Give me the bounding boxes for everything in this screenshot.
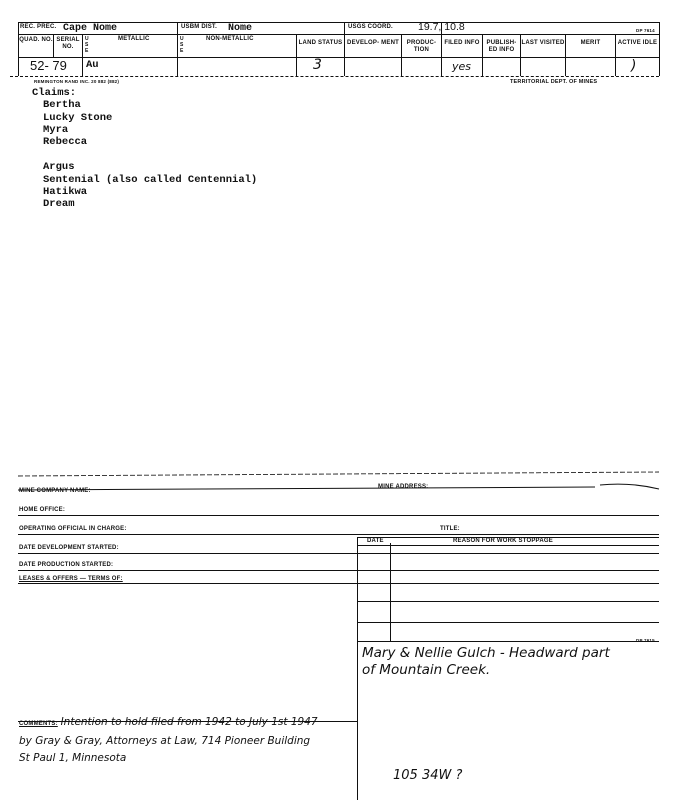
col-use-metallic: U S E (85, 36, 89, 54)
claims-block (32, 87, 257, 211)
dev-started-rule (18, 553, 659, 554)
stoppage-row-rule (357, 545, 659, 546)
col-use-nonmetallic: U S E (180, 36, 184, 54)
home-office-rule (18, 515, 659, 516)
leases-label: LEASES & OFFERS — TERMS OF: (19, 576, 123, 582)
claim-item: Dream (43, 198, 75, 211)
date-prod-started-label: DATE PRODUCTION STARTED: (19, 562, 114, 568)
date-dev-started-label: DATE DEVELOPMENT STARTED: (19, 545, 119, 551)
col-nonmetallic: NON-METALLIC (206, 36, 254, 42)
header-rule-2 (18, 34, 659, 35)
land-status-value: 3 (313, 57, 322, 73)
col-published-info: PUBLISH- ED INFO (486, 40, 517, 53)
col-active-idle: ACTIVE IDLE (617, 40, 658, 46)
claim-item: Hatikwa (43, 186, 88, 199)
stoppage-row-rule (357, 622, 659, 623)
lower-top-rules (0, 468, 678, 498)
location-note-line: of Mountain Creek. (362, 662, 491, 678)
grid-line (18, 22, 19, 76)
active-idle-value: ) (631, 58, 637, 74)
operating-official-label: OPERATING OFFICIAL IN CHARGE: (19, 526, 127, 532)
reason-col-label: REASON FOR WORK STOPPAGE (453, 538, 553, 544)
mine-company-name-label: MINE COMPANY NAME: (19, 488, 91, 494)
filed-info-value: yes (452, 60, 472, 73)
form-number-2: DP 7615 (636, 638, 655, 643)
grid-line (82, 34, 83, 76)
stoppage-date-divider (390, 543, 391, 641)
usbm-dist-label: USBM DIST. (181, 24, 218, 30)
col-metallic: METALLIC (118, 36, 150, 42)
rec-prec-label: REC. PREC. (20, 24, 57, 30)
usbm-dist-value: Nome (228, 23, 253, 34)
usgs-coord-value: 19.7, 10.8 (418, 21, 465, 33)
grid-line (659, 22, 660, 76)
home-office-label: HOME OFFICE: (19, 507, 66, 513)
comments-label: COMMENTS: (19, 721, 58, 727)
comments-text: Intention to hold filed from 1942 to July 1st 1947 (60, 716, 318, 728)
comments-block (19, 714, 318, 767)
comments-text: St Paul 1, Minnesota (19, 752, 127, 764)
printer-note: REMINGTON RAND INC. 20 882 (882) (34, 79, 120, 84)
claims-group-1 (32, 99, 257, 148)
claims-group-2 (32, 161, 257, 210)
claim-item: Myra (43, 123, 69, 136)
claim-item: Sentenial (also called Centennial) (43, 173, 258, 186)
comments-line-1 (19, 714, 318, 733)
stoppage-left-rule (357, 537, 358, 800)
prod-started-rule (18, 570, 659, 571)
grid-line (344, 22, 345, 76)
header-rule-4 (10, 76, 659, 77)
department-label: TERRITORIAL DEPT. OF MINES (510, 79, 598, 85)
stoppage-bottom-rule (357, 641, 659, 642)
claims-heading: Claims: (32, 87, 77, 99)
col-land-status: LAND STATUS (298, 40, 343, 46)
col-serial: SERIAL NO. (56, 37, 80, 50)
usgs-coord-label: USGS COORD. (348, 24, 393, 30)
col-last-visited: LAST VISITED (521, 40, 565, 46)
claim-item: Lucky Stone (43, 111, 113, 124)
col-filed-info: FILED INFO (444, 40, 480, 46)
claim-item: Bertha (43, 99, 81, 112)
stoppage-row-rule (357, 601, 659, 602)
col-quad: QUAD. NO. (19, 37, 53, 43)
col-development: DEVELOP- MENT (347, 40, 399, 46)
leases-rule (18, 583, 659, 584)
comments-text: by Gray & Gray, Attorneys at Law, 714 Pioneer Building (19, 735, 311, 747)
quad-serial-value: 52- 79 (30, 58, 67, 73)
col-production: PRODUC- TION (406, 40, 437, 53)
claim-item: Argus (43, 161, 75, 174)
grid-line (177, 22, 178, 76)
claim-item: Rebecca (43, 136, 88, 149)
form-number: DP 7614 (636, 28, 655, 33)
location-note (362, 645, 610, 679)
date-col-label: DATE (367, 538, 384, 544)
bottom-note: 105 34W ? (393, 768, 463, 783)
operating-official-rule (18, 534, 659, 535)
col-merit: MERIT (580, 40, 601, 46)
mine-address-label: MINE ADDRESS: (378, 484, 429, 490)
location-note-line: Mary & Nellie Gulch - Headward part (362, 645, 610, 661)
header-rule-3 (18, 57, 659, 58)
metallic-value: Au (86, 59, 99, 71)
title-label: TITLE: (440, 526, 460, 532)
rec-prec-value: Cape Nome (63, 23, 118, 34)
